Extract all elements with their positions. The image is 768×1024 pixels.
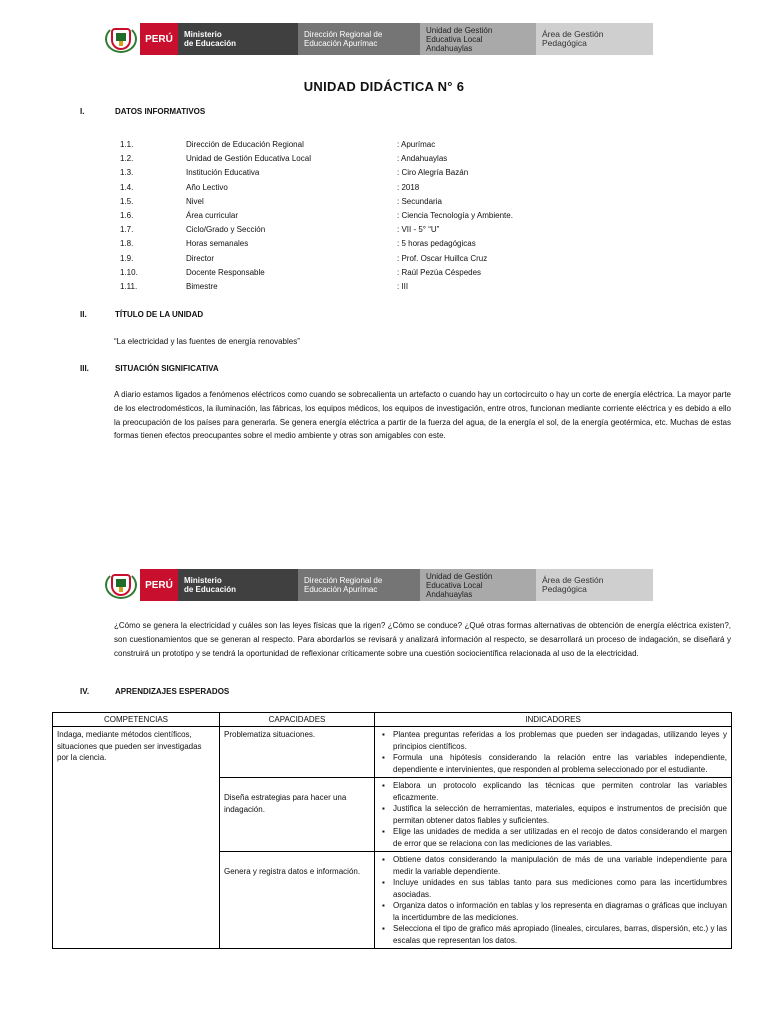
info-value: : Ciencia Tecnología y Ambiente. <box>397 210 513 220</box>
info-value: : Ciro Alegría Bazán <box>397 168 469 178</box>
table-row <box>53 727 732 778</box>
info-number: 1.7. <box>120 225 134 235</box>
info-value: : VII - 5° “U” <box>397 225 440 235</box>
peru-label: PERÚ <box>140 23 178 55</box>
header-capacidades: CAPACIDADES <box>220 713 375 727</box>
competence-cell: Indaga, mediante métodos científicos, situaciones que pueden ser investigadas por la ciencia. <box>53 727 220 949</box>
indicators-cell <box>375 727 732 778</box>
area-label: Área de Gestión Pedagógica <box>536 569 653 601</box>
unit-title: “La electricidad y las fuentes de energía renovables” <box>114 337 300 346</box>
ministry-label: Ministerio de Educación <box>178 569 298 601</box>
indicator-item: ▪ Elige las unidades de medida a ser utilizadas en el recojo de datos considerando el margen de error que se relaciona con las mediciones de las variables. <box>393 826 727 849</box>
info-key: Año Lectivo <box>186 182 228 192</box>
situation-paragraph-2: ¿Cómo se genera la electricidad y cuáles son las leyes físicas que la rigen? ¿Cómo se conduce? ¿Qué otras formas alternativas de obtención de energía eléctrica existen?, son cuestionamientos que se generan al respecto. Para abordarlos se revisará y analizará información al respecto, se desarrollará un proceso de indagación, se diseñará y construirá un prototipo y se tendrá la oportunidad de reflexionar críticamente sobre una cuestión sociocientífica relacionada al uso de la electricidad. <box>114 621 731 658</box>
indicator-item: ▪ Elabora un protocolo explicando las técnicas que permiten controlar las variables eficazmente. <box>393 780 727 803</box>
indicator-item: ▪ Incluye unidades en sus tablas tanto para sus mediciones como para las incertidumbres asociadas. <box>393 877 727 900</box>
indicator-item: ▪ Plantea preguntas referidas a los problemas que pueden ser indagadas, utilizando leyes y principios científicos. <box>393 729 727 752</box>
capacity-cell: Diseña estrategias para hacer una indagación. <box>220 778 375 852</box>
info-key: Horas semanales <box>186 239 249 249</box>
info-number: 1.2. <box>120 154 134 164</box>
dre-label: Dirección Regional de Educación Apurímac <box>298 569 420 601</box>
info-value: : Apurímac <box>397 140 436 149</box>
info-number: 1.1. <box>120 140 134 149</box>
info-key: Unidad de Gestión Educativa Local <box>186 154 311 164</box>
indicator-item: ▪ Obtiene datos considerando la manipulación de más de una variable independiente para medir la variable dependiente. <box>393 854 727 877</box>
info-key: Nivel <box>186 196 204 206</box>
institutional-header <box>103 23 660 55</box>
peru-label: PERÚ <box>140 569 178 601</box>
peru-coat-of-arms-icon <box>103 569 140 601</box>
indicator-item: ▪ Selecciona el tipo de grafico más apropiado (lineales, circulares, barras, dispersión, etc.) y las escalas que representan los datos. <box>393 923 727 946</box>
indicator-item: ▪ Formula una hipótesis considerando la relación entre las variables independiente, dependiente e intervinientes, que responden al problema seleccionado por el estudiante. <box>393 752 727 775</box>
info-key: Área curricular <box>186 210 239 220</box>
ugel-label: Unidad de Gestión Educativa Local Andahuaylas <box>420 569 536 601</box>
capacity-cell: Genera y registra datos e información. <box>220 852 375 949</box>
info-value: : III <box>397 281 409 291</box>
info-key: Director <box>186 253 215 263</box>
ministry-label: Ministerio de Educación <box>178 23 298 55</box>
area-label: Área de Gestión Pedagógica <box>536 23 653 55</box>
info-value: : 2018 <box>397 182 420 192</box>
indicator-item: ▪ Justifica la selección de herramientas, materiales, equipos e instrumentos de precisión que permitan obtener datos fiables y suficientes. <box>393 803 727 826</box>
dre-label: Dirección Regional de Educación Apurímac <box>298 23 420 55</box>
learning-table <box>52 712 732 949</box>
info-key: Docente Responsable <box>186 267 265 277</box>
institutional-header-repeat <box>103 569 660 601</box>
indicators-cell <box>375 778 732 852</box>
indicators-cell <box>375 852 732 949</box>
info-number: 1.10. <box>120 267 138 277</box>
indicator-item: ▪ Organiza datos o información en tablas y los representa en diagramas o gráficas que incluyan la incertidumbre de las mediciones. <box>393 900 727 923</box>
capacity-cell: Problematiza situaciones. <box>220 727 375 778</box>
peru-coat-of-arms-icon <box>103 23 140 55</box>
document-title: UNIDAD DIDÁCTICA N° 6 <box>303 79 465 94</box>
info-key: Bimestre <box>186 281 218 291</box>
situation-paragraph-1: A diario estamos ligados a fenómenos eléctricos como cuando se sobrecalienta un artefacto o cuando hay un cortocircuito o hay un corte de energía eléctrica. La mayor parte de los electrodomésticos, la iluminación, las fábricas, los equipos médicos, los equipos de investigación, entre otros, funcionan mediante corriente eléctrica y es debido a ello la preocupación de los países para generarla. Se genera energía eléctrica a partir de la fuerza del agua, de la energía el sol, de la energía geotérmica, etc. Muchas de estas formas tienen efectos preocupantes sobre el medio ambiente y otras son amigables con este. <box>114 390 731 441</box>
info-value: : Raúl Pezúa Céspedes <box>397 267 482 277</box>
info-number: 1.9. <box>120 253 134 263</box>
info-number: 1.6. <box>120 210 134 220</box>
info-number: 1.5. <box>120 196 134 206</box>
info-key: Ciclo/Grado y Sección <box>186 225 266 235</box>
ugel-label: Unidad de Gestión Educativa Local Andahuaylas <box>420 23 536 55</box>
info-number: 1.8. <box>120 239 134 249</box>
info-value: : Prof. Oscar Huillca Cruz <box>397 253 488 263</box>
header-indicadores: INDICADORES <box>375 713 732 727</box>
info-number: 1.4. <box>120 182 134 192</box>
info-value: : 5 horas pedagógicas <box>397 239 476 249</box>
info-number: 1.3. <box>120 168 134 178</box>
info-key: Institución Educativa <box>186 168 260 178</box>
info-number: 1.11. <box>120 281 138 291</box>
header-competencias: COMPETENCIAS <box>53 713 220 727</box>
info-value: : Andahuaylas <box>397 154 448 164</box>
info-key: Dirección de Educación Regional <box>186 140 304 149</box>
info-value: : Secundaria <box>397 196 442 206</box>
